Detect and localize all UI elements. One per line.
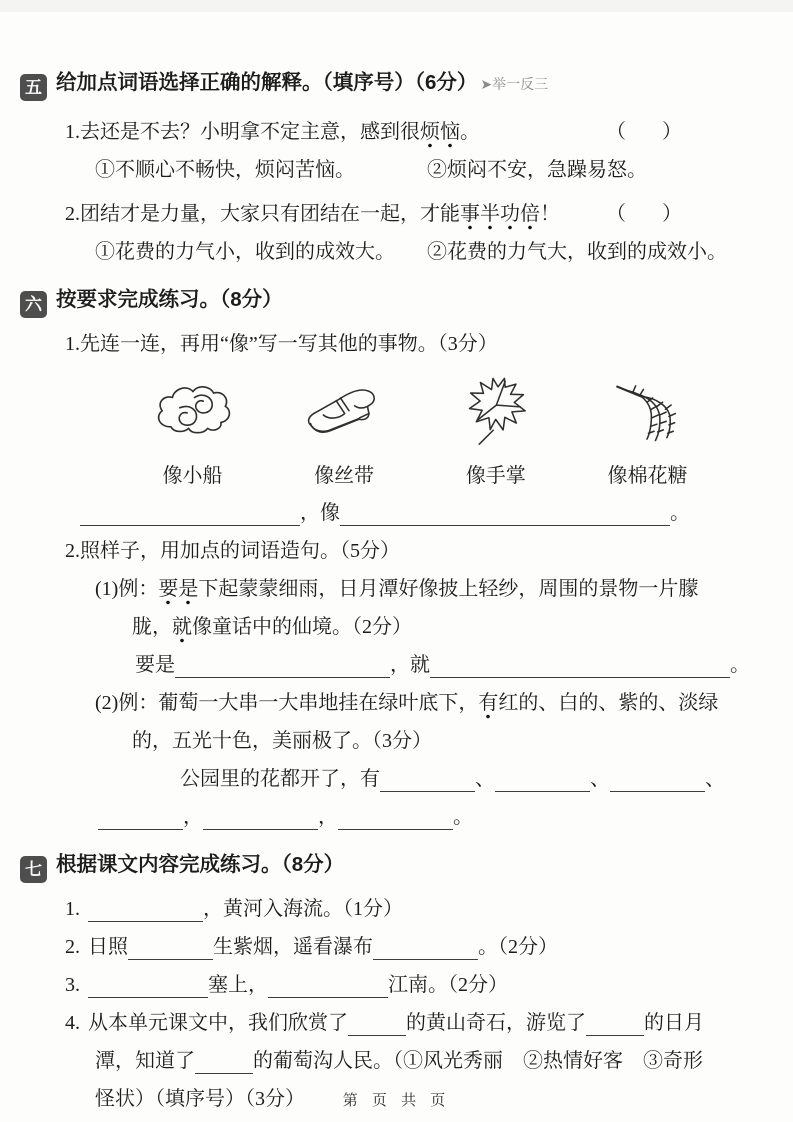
q6-2-ex1-text: 下起蒙蒙细雨，日月潭好像披上轻纱，周围的景物一片朦 (198, 578, 699, 600)
q6-2-ex2-number: (2) (95, 692, 119, 714)
q5-2-answer-bracket[interactable]: （ ） (606, 203, 690, 225)
q7-3-text2: 江南。（2分） (388, 974, 508, 996)
q7-2-text2: 生紫烟，遥看瀑布 (213, 936, 373, 958)
q5-2-options (20, 233, 773, 271)
q5-1-option-1: ①不顺心不畅快，烦闷苦恼。 (95, 159, 355, 181)
section-five-title: 给加点词语选择正确的解释。（填序号）（6分） (56, 71, 478, 94)
section-six-badge: 六 (20, 291, 47, 318)
q7-4-blank-2[interactable] (586, 1009, 644, 1036)
q6-1-fill-line (20, 494, 773, 532)
page-footer: 第 页 共 页 (342, 1092, 451, 1109)
q6-2-ex1-fill-end: 。 (730, 654, 750, 676)
q6-2-ex2-text2: 的，五光十色，美丽极了。（3分） (132, 730, 432, 752)
q6-2-ex2-line2 (20, 722, 773, 760)
shoe-icon[interactable] (277, 378, 412, 447)
q6-2-ex1-dotted-yaoshi: 要是 (158, 578, 198, 605)
q7-1-blank[interactable] (88, 895, 203, 922)
q6-2-ex2-dotted-you: 有 (478, 692, 498, 719)
section-six-title: 按要求完成练习。（8分） (56, 288, 283, 311)
section-seven-title: 根据课文内容完成练习。（8分） (56, 853, 345, 876)
q7-2 (20, 928, 773, 966)
q6-2-ex1-prefix: 例： (118, 578, 159, 600)
q6-2-ex2-sep5: ， (318, 806, 338, 828)
q7-1-number: 1. (65, 898, 80, 920)
q7-3-blank-2[interactable] (268, 971, 388, 998)
q7-1-text: ，黄河入海流。（1分） (203, 898, 403, 920)
q6-2-ex2-sep4: ， (183, 806, 203, 828)
q6-2-ex2-blank-3[interactable] (610, 765, 705, 792)
q6-2-ex2-fill-line2 (20, 798, 773, 836)
q6-2-ex2-blank-1[interactable] (380, 765, 475, 792)
match-label-cotton-candy[interactable]: 像棉花糖 (607, 465, 688, 487)
q6-1-picture-row (125, 367, 715, 457)
q6-2-ex2-sep3: 、 (705, 768, 725, 790)
q7-4-blank-1[interactable] (348, 1009, 406, 1036)
q6-2-ex1-dotted-jiu: 就 (172, 616, 192, 643)
q5-1-number: 1. (65, 121, 80, 143)
q5-1-answer-bracket[interactable]: （ ） (606, 121, 690, 143)
q7-3 (20, 966, 773, 1004)
q7-4-text1: 从本单元课文中，我们欣赏了 (88, 1012, 348, 1034)
q6-2-ex2-line1 (20, 684, 773, 722)
q7-4-line1 (20, 1004, 773, 1042)
q5-2-option-1: ①花费的力气小，收到的成效大。 (95, 241, 395, 263)
q7-2-text3: 。（2分） (478, 936, 558, 958)
q6-1-blank-1[interactable] (80, 499, 300, 526)
q7-4-line2 (20, 1042, 773, 1080)
q6-2-ex2-fill-line1 (20, 760, 773, 798)
section-seven-badge: 七 (20, 856, 47, 883)
q6-1-label-row (125, 459, 715, 488)
q6-2-ex1-number: (1) (95, 578, 119, 600)
q5-2-dotted-word: 事半功倍 (460, 203, 540, 230)
q5-2-number: 2. (65, 203, 80, 225)
q6-2-ex1-blank-1[interactable] (175, 651, 390, 678)
q6-2-ex1-text2b: 像童话中的仙境。（2分） (192, 616, 412, 638)
q6-2-ex1-fill-mid: ，就 (390, 654, 430, 676)
juyifansan-tag: ➤举一反三 (480, 76, 549, 92)
q7-4-text3: 的日月 (644, 1012, 704, 1034)
q6-2-ex1-text2a: 胧， (132, 616, 172, 638)
q7-4-number: 4. (65, 1012, 80, 1034)
q5-1-options (20, 151, 773, 189)
q6-2-ex1-fill-lead: 要是 (135, 654, 175, 676)
q5-1-text-end: 。 (460, 121, 480, 143)
section-seven-header (20, 846, 773, 884)
q5-2-option-2: ②花费的力气大，收到的成效小。 (427, 241, 727, 263)
maple-leaf-icon[interactable] (428, 373, 563, 452)
q6-2-ex2-blank-5[interactable] (203, 803, 318, 830)
q7-3-number: 3. (65, 974, 80, 996)
q7-2-text1: 日照 (88, 936, 128, 958)
section-six-header (20, 281, 773, 319)
q6-2-ex1-line1 (20, 570, 773, 608)
q6-2-ex2-prefix: 例：葡萄一大串一大串地挂在绿叶底下， (118, 692, 479, 714)
q6-2-ex2-text: 红的、白的、紫的、淡绿 (498, 692, 719, 714)
q7-1 (20, 890, 773, 928)
q6-2-stem (20, 532, 773, 570)
q7-4-text6: 怪状）（填序号）（3分） (95, 1088, 305, 1110)
q5-1-text: 去还是不去？小明拿不定主意，感到很 (80, 121, 420, 143)
q5-2-text-end: ！ (540, 203, 560, 225)
q6-2-ex2-blank-6[interactable] (338, 803, 453, 830)
q6-2-text: 照样子，用加点的词语造句。（5分） (80, 540, 400, 562)
q7-3-text1: 塞上， (208, 974, 268, 996)
q6-1-blank-2[interactable] (340, 499, 670, 526)
q5-2-stem (20, 195, 773, 233)
q6-2-ex2-sep2: 、 (590, 768, 610, 790)
q7-3-blank-1[interactable] (88, 971, 208, 998)
q7-2-number: 2. (65, 936, 80, 958)
q7-2-blank-2[interactable] (373, 933, 478, 960)
q6-1-stem (20, 325, 773, 363)
q6-2-ex1-fill-line (20, 646, 773, 684)
q6-2-ex2-blank-2[interactable] (495, 765, 590, 792)
q6-2-ex1-blank-2[interactable] (430, 651, 730, 678)
willow-branch-icon[interactable] (580, 371, 715, 454)
q5-1-option-2: ②烦闷不安，急躁易怒。 (427, 159, 647, 181)
section-five-header (20, 64, 773, 103)
q6-1-number: 1. (65, 333, 80, 355)
q6-2-ex2-sep1: 、 (475, 768, 495, 790)
q7-4-text5: 的葡萄沟人民。（①风光秀丽 ②热情好客 ③奇形 (253, 1050, 703, 1072)
match-label-boat[interactable]: 像小船 (162, 465, 223, 487)
match-label-palm[interactable]: 像手掌 (465, 465, 526, 487)
q5-1-stem (20, 113, 773, 151)
q6-2-ex2-blank-4[interactable] (98, 803, 183, 830)
section-five-badge: 五 (20, 74, 47, 101)
q7-4-text4: 潭，知道了 (95, 1050, 195, 1072)
q6-2-ex2-fill-lead: 公园里的花都开了，有 (180, 768, 380, 790)
q6-2-ex1-line2 (20, 608, 773, 646)
q5-2-text: 团结才是力量，大家只有团结在一起，才能 (80, 203, 460, 225)
q5-1-dotted-word: 烦恼 (420, 121, 460, 148)
q6-2-number: 2. (65, 540, 80, 562)
q7-2-blank-1[interactable] (128, 933, 213, 960)
q7-4-blank-3[interactable] (195, 1047, 253, 1074)
q6-1-fill-end: 。 (670, 502, 690, 524)
match-label-ribbon[interactable]: 像丝带 (314, 465, 375, 487)
cloud-icon[interactable] (125, 378, 260, 447)
q6-1-text: 先连一连，再用“像”写一写其他的事物。（3分） (80, 333, 498, 355)
q6-1-fill-mid: ，像 (300, 502, 340, 524)
q6-2-ex2-fill-end: 。 (453, 806, 473, 828)
q7-4-text2: 的黄山奇石，游览了 (406, 1012, 586, 1034)
